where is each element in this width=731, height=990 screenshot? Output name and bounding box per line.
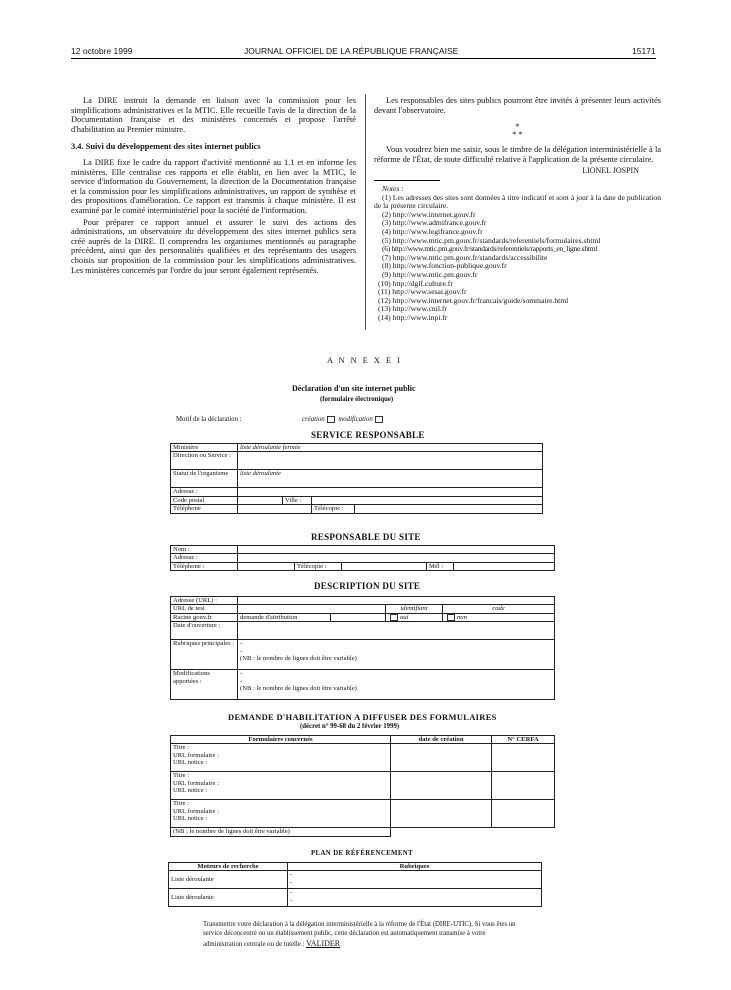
plan-table — [168, 862, 542, 907]
plan-rubriques-field[interactable] — [288, 871, 542, 889]
habil-title: DEMANDE D'HABILITATION A DIFFUSER DES FORMULAIRES — [228, 712, 497, 722]
modifications-nb: (NB : le nombre de lignes doit être variable) — [240, 685, 357, 693]
url-test-field[interactable] — [238, 605, 386, 613]
motif-modification: modification — [338, 416, 373, 424]
right-paragraph-2: Vous voudrez bien me saisir, sous le timbre de la délégation interministérielle à la réforme de l'État, de toute difficulté relative à l'application de la présente circulaire. — [374, 145, 661, 164]
habil-cerfa-field[interactable] — [492, 800, 555, 828]
left-paragraph-2: La DIRE fixe le cadre du rapport d'activité mentionné au 1.1 et en informe les ministères. Elle centralise ces rapports et elle établit, en lien avec la MTIC, le service d'information du Gouvernement, la direction de la Documentation française et la commission pour les simplifications administratives, un rapport de synthèse et des propositions d'amélioration. Ce rapport est transmis à chaque ministère. Il est examiné par le comité interministériel pour la société de l'information. — [71, 157, 356, 215]
resp-adresse-field[interactable] — [238, 554, 555, 562]
habil-titre: Titre : — [173, 772, 190, 780]
non-checkbox[interactable] — [447, 614, 455, 621]
direction-label: Direction ou Service : — [171, 452, 238, 470]
habil-table — [170, 735, 555, 837]
habil-date-field[interactable] — [391, 744, 492, 772]
non-label: non — [457, 613, 467, 621]
motif-options — [302, 416, 385, 423]
ministere-select[interactable]: liste déroulante fermée — [238, 444, 543, 452]
service-title: SERVICE RESPONSABLE — [311, 430, 425, 440]
plan-line: - — [290, 871, 293, 879]
plan-col-moteurs: Moteurs de recherche — [169, 863, 288, 871]
resp-mel-field[interactable] — [454, 562, 555, 570]
resp-adresse-label: Adresse : — [171, 554, 238, 562]
statut-select[interactable]: liste déroulante — [238, 470, 543, 488]
footer-instructions — [203, 920, 525, 949]
url-label: Adresse (URL) : — [171, 597, 238, 605]
note-link[interactable]: (3) http://www.admifrance.gouv.fr — [382, 218, 487, 228]
left-paragraph-1: La DIRE instruit la demande en liaison avec la commission pour les simplifications administratives et la MTIC. Elle recueille l'avis de la direction de la Documentation française et des ministères concernés et propose l'arrêté d'habilitation au Premier ministre. — [71, 96, 356, 134]
modifications-label: Modifications apportées : — [171, 670, 238, 700]
annexe-title: A N N E X E I — [327, 356, 402, 365]
habil-row-3[interactable] — [171, 800, 391, 828]
rubrique-line: - — [240, 647, 243, 655]
modification-checkbox[interactable] — [375, 416, 383, 423]
note-link[interactable]: (12) http://www.internet.gouv.fr/francais/guide/sommaire.html — [378, 295, 569, 305]
plan-col-rubriques: Rubriques — [288, 863, 542, 871]
right-column — [374, 96, 661, 322]
habil-url-notice: URL notice : — [173, 759, 208, 767]
note-link[interactable]: (14) http://www.inpi.fr — [378, 312, 448, 322]
plan-title: PLAN DE RÉFÉRENCEMENT — [311, 850, 414, 857]
service-table — [170, 443, 543, 514]
telephone-field[interactable] — [238, 505, 312, 513]
code-postal-label: Code postal — [171, 496, 238, 504]
habil-url-formulaire: URL formulaire : — [173, 807, 219, 815]
habil-nb: (NB : le nombre de lignes doit être variable) — [171, 828, 391, 836]
note-link[interactable]: (13) http://www.cnil.fr — [378, 304, 447, 314]
habil-url-formulaire: URL formulaire : — [173, 751, 219, 759]
identifiant-field[interactable]: identifiant — [386, 605, 443, 613]
date-label: Date d'ouverture : — [171, 622, 238, 640]
right-paragraph-1: Les responsables des sites publics pourront être invités à présenter leurs activités devant l'observatoire. — [374, 96, 661, 115]
left-paragraph-3: Pour préparer ce rapport annuel et assurer le suivi des actions des administrations, un observatoire du développement des sites internet publics sera créé auprès de la DIRE. Il comprendra les organismes mentionnés au paragraphe précédent, ainsi que des personnalités qualifiées et des représentants des usagers choisis sur proposition de la commission pour les simplifications administratives. Les ministères concernés par l'ordre du jour seront également représentés. — [71, 217, 356, 275]
code-field[interactable]: code — [443, 605, 555, 613]
column-divider — [365, 94, 366, 330]
valider-button[interactable]: VALIDER — [306, 938, 341, 948]
non-option[interactable] — [443, 613, 555, 621]
habil-cerfa-field[interactable] — [492, 772, 555, 800]
habil-url-formulaire: URL formulaire : — [173, 779, 219, 787]
habil-row-2[interactable] — [171, 772, 391, 800]
oui-option[interactable] — [386, 613, 443, 621]
plan-rubriques-field[interactable] — [288, 889, 542, 907]
signature: LIONEL JOSPIN — [582, 166, 639, 176]
ville-label: Ville : — [283, 496, 312, 504]
url-field[interactable] — [238, 597, 555, 605]
resp-table — [170, 545, 555, 571]
url-test-label: URL de test — [171, 605, 238, 613]
note-link[interactable]: (8) http://www.fonction-publique.gouv.fr — [382, 261, 507, 271]
section-title: 3.4. Suivi du développement des sites internet publics — [71, 142, 261, 152]
demande-label: demande d'attribution — [238, 613, 331, 621]
habil-date-field[interactable] — [391, 800, 492, 828]
resp-telecopie-field[interactable] — [342, 562, 427, 570]
note-link[interactable]: (10) http://dglf.culture.fr — [378, 278, 453, 288]
header-page: 15171 — [632, 46, 656, 56]
plan-moteur-select[interactable]: Liste déroulante — [169, 871, 288, 889]
rubriques-field[interactable] — [238, 640, 555, 670]
stars-bottom: * * — [512, 130, 523, 140]
note-link[interactable]: (7) http://www.mtic.pm.gouv.fr/standards/accessibilite — [382, 252, 548, 262]
notes-rule — [374, 180, 440, 181]
header-rule — [71, 58, 656, 59]
resp-telephone-label: Téléphone : — [171, 562, 238, 570]
oui-checkbox[interactable] — [390, 614, 398, 621]
note-link[interactable]: (11) http://www.sesai.gouv.fr — [378, 287, 467, 297]
rubriques-label: Rubriques principales : — [171, 640, 238, 670]
telecopie-label: Télécopie : — [312, 505, 355, 513]
habil-url-notice: URL notice : — [173, 815, 208, 823]
habil-titre: Titre : — [173, 744, 190, 752]
habil-url-notice: URL notice : — [173, 787, 208, 795]
note-link[interactable]: (5) http://www.mtic.pm.gouv.fr/standards/referentiels/formulaires.shtml — [382, 235, 601, 245]
statut-label: Statut de l'organisme — [171, 470, 238, 488]
motif-label: Motif de la déclaration : — [176, 416, 242, 423]
modifications-field[interactable] — [238, 670, 555, 700]
plan-moteur-select[interactable]: Liste déroulante — [169, 889, 288, 907]
note-link[interactable]: (6) http://www.mtic.pm.gouv.fr/standards/referentiels/rapports_en_ligne.shtml — [382, 244, 598, 254]
motif-creation: création — [302, 416, 325, 424]
creation-checkbox[interactable] — [327, 416, 335, 423]
code-postal-field[interactable] — [238, 496, 283, 504]
resp-telephone-field[interactable] — [238, 562, 295, 570]
note-link[interactable]: (9) http://www.mtic.pm.gouv.fr — [382, 269, 478, 279]
habil-subtitle: (décret n° 99-68 du 2 février 1999) — [300, 723, 400, 730]
resp-nom-field[interactable] — [238, 546, 555, 554]
plan-line: - — [290, 878, 293, 886]
ville-field[interactable] — [312, 496, 543, 504]
oui-label: oui — [400, 613, 409, 621]
left-column — [71, 96, 356, 275]
resp-nom-label: Nom : — [171, 546, 238, 554]
form-title: Déclaration d'un site internet public — [292, 384, 416, 393]
habil-date-field[interactable] — [391, 772, 492, 800]
note-link[interactable]: (4) http://www.legifrance.gouv.fr — [382, 226, 483, 236]
plan-line: - — [290, 889, 293, 897]
resp-title: RESPONSABLE DU SITE — [311, 532, 421, 542]
adresse-label: Adresse : — [171, 488, 238, 496]
habil-cerfa-field[interactable] — [492, 744, 555, 772]
footer-text: Transmettre votre déclaration à la délégation interministérielle à la réforme de l'État (DIRE-UTIC). Si vous êtes un service déconcentré ou un établissement public, cette déclaration est automatiquement transmise à votre administration centrale ou de tutelle : — [203, 921, 516, 948]
habil-row-1[interactable] — [171, 744, 391, 772]
modification-line: - — [240, 670, 243, 678]
habil-titre: Titre : — [173, 800, 190, 808]
date-field[interactable] — [238, 622, 555, 640]
telecopie-field[interactable] — [355, 505, 543, 513]
resp-mel-label: Mél : — [427, 562, 454, 570]
adresse-field[interactable] — [238, 488, 543, 496]
resp-telecopie-label: Télécopie : — [295, 562, 342, 570]
direction-field[interactable] — [238, 452, 543, 470]
desc-title: DESCRIPTION DU SITE — [314, 581, 421, 591]
telephone-label: Téléphone — [171, 505, 238, 513]
habil-col-date: date de création — [391, 736, 492, 744]
rubriques-nb: (NB : le nombre de lignes doit être variable) — [240, 655, 357, 663]
rubrique-line: - — [240, 640, 243, 648]
plan-line: - — [290, 896, 293, 904]
racine-label: Racine gouv.fr — [171, 613, 238, 621]
note-1: (1) Les adresses des sites sont données à titre indicatif et sont à jour à la date de publication de la présente circulaire. — [374, 192, 661, 211]
desc-table — [170, 596, 555, 700]
habil-col-formulaires: Formulaires concernés — [171, 736, 391, 744]
stars-top: * — [515, 122, 520, 132]
header-date: 12 octobre 1999 — [71, 46, 133, 56]
notes-block — [374, 185, 661, 323]
notes-label: Notes : — [382, 183, 404, 193]
form-subtitle: (formulaire électronique) — [320, 396, 394, 403]
habil-col-cerfa: N° CERFA — [492, 736, 555, 744]
ministere-label: Ministère — [171, 444, 238, 452]
header-journal: JOURNAL OFFICIEL DE LA RÉPUBLIQUE FRANÇAISE — [244, 46, 459, 56]
modification-line: - — [240, 677, 243, 685]
note-link[interactable]: (2) http://www.internet.gouv.fr — [382, 209, 476, 219]
